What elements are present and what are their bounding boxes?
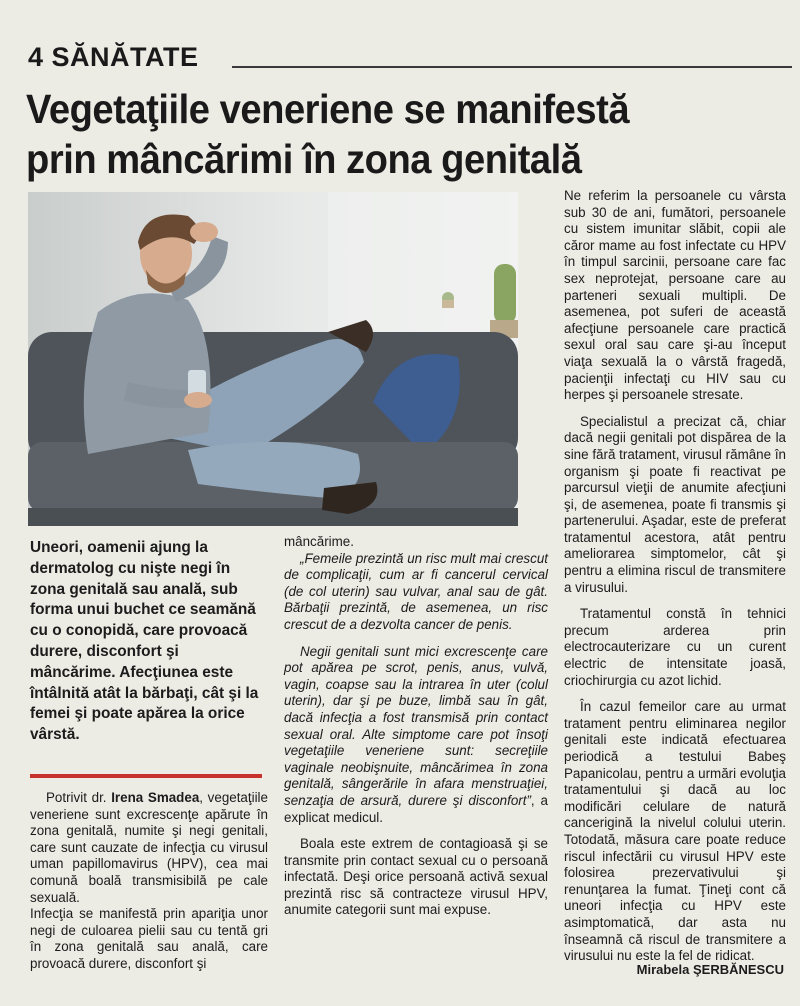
article-headline: [26, 84, 733, 184]
column-1-body: [30, 790, 268, 973]
paragraph: Infecţia se manifestă prin apariţia unor negi de culoarea pielii sau cu tentă gri în zona genitală sau anală, care provoacă durere, disconfort şi: [30, 906, 268, 971]
paragraph: Tratamentul constă în tehnici precum arderea prin electrocauterizare cu un curent electric de intensitate joasă, criochirurgia cu azot lichid.: [564, 606, 786, 688]
paragraph: Specialistul a precizat că, chiar dacă negii genitali pot dispărea de la sine fără tratament, virusul rămâne în organism şi poate fi reactivat pe parcursul vieţii de anumite afecţiuni şi, de asemenea, poate fi transmis şi partenerului. Aşadar, este de preferat tratamentul acestora, atât pentru ameliorarea simptomelor, cât şi pentru a elimina riscul de transmitere a virusului.: [564, 413, 786, 595]
section-rule: [232, 66, 792, 68]
paragraph: mâncărime.: [284, 534, 354, 549]
next-article-cut-off: [0, 986, 800, 1006]
headline-line-1: Vegetaţiile veneriene se manifestă: [26, 86, 630, 132]
column-2-body: [284, 534, 548, 919]
quote-paragraph: „Femeile prezintă un risc mult mai crescut de complicaţii, cum ar fi cancerul cervical (de col uterin) sau vulvar, anal sau de gât. Bărbaţii prezintă, de asemenea, un risc crescut de a dezvolta cancer de penis.: [284, 550, 548, 632]
column-3-body: [564, 188, 786, 965]
headline-line-2: prin mâncărimi în zona genitală: [26, 136, 582, 182]
doctor-name: Irena Smadea: [111, 790, 200, 805]
paragraph: Boala este extrem de contagioasă şi se transmite prin contact sexual cu o persoană infectată. Deşi orice persoană activă sexual prezintă risc să contracteze virusul HPV, anumite categorii sunt mai expuse.: [284, 836, 548, 918]
section-label: 4 SĂNĂTATE: [28, 42, 199, 72]
man-on-sofa-illustration: [28, 192, 518, 526]
paragraph: În cazul femeilor care au urmat tratament pentru eliminarea negilor genitali este indicată efectuarea periodică a testului Babeş Papanicolau, pentru a urmări evoluţia tratamentului şi dacă au loc modificări celulare de natură cancerigină la nivelul colului uterin. Totodată, măsura care poate reduce riscul infectării cu virusul HPV este folosirea prezervativului şi renunţarea la fumat. Ţineţi cont că uneori infecţia cu HPV este asimptomatică, dar asta nu înseamnă că riscul de transmitere a virusului nu este la fel de ridicat.: [564, 699, 786, 964]
quote-paragraph: Negii genitali sunt mici excrescenţe care pot apărea pe scrot, penis, anus, vulvă, vagin, coapse sau la intrarea în uter (colul uterin), dar şi pe buze, limbă sau în gât, dacă infecţia a fost transmisă prin contact sexual oral. Alte simptome care pot însoţi vegetaţiile veneriene sunt: secreţiile vaginale neobişnuite, mâncărimea în zona genitală, sângerările în afara menstruaţiei, senzaţia de arsură, durere şi disconfort”, a explicat medicul.: [284, 643, 548, 825]
author-byline: Mirabela ŞERBĂNESCU: [636, 962, 784, 977]
lead-paragraph: Uneori, oamenii ajung la dermatolog cu nişte negi în zona genitală sau anală, sub forma unui buchet ce seamănă cu o conopidă, care provoacă durere, disconfort şi mâncărime. Afecţiunea este întâlnită atât la bărbaţi, cât şi la femei şi poate apărea la orice vârstă.: [30, 539, 259, 744]
paragraph: Ne referim la persoanele cu vârsta sub 30 de ani, fumători, persoanele cu sistem imunitar slăbit, copii ale căror mame au fost infectate cu HPV în timpul sarcinii, persoane care fac sex neprotejat, persoane care au parteneri sexuali multipli. De asemenea, pot suferi de această afecţiune persoanele care practică sexul oral sau care şi-au început viaţa sexuală la o vârstă fragedă, pacienţii infectaţi cu HIV sau cu herpes şi persoanele stresate.: [564, 188, 786, 403]
article-photo: [28, 192, 518, 526]
lead-rule: [30, 774, 262, 778]
paragraph: Potrivit dr. Irena Smadea, vegetaţiile veneriene sunt excrescenţe apărute în zona genitală, numite şi negi genitali, care sunt cauzate de infecţia cu virusul uman papillomavirus (HPV), cea mai comună boală transmisibilă pe cale sexuală.: [30, 790, 268, 905]
